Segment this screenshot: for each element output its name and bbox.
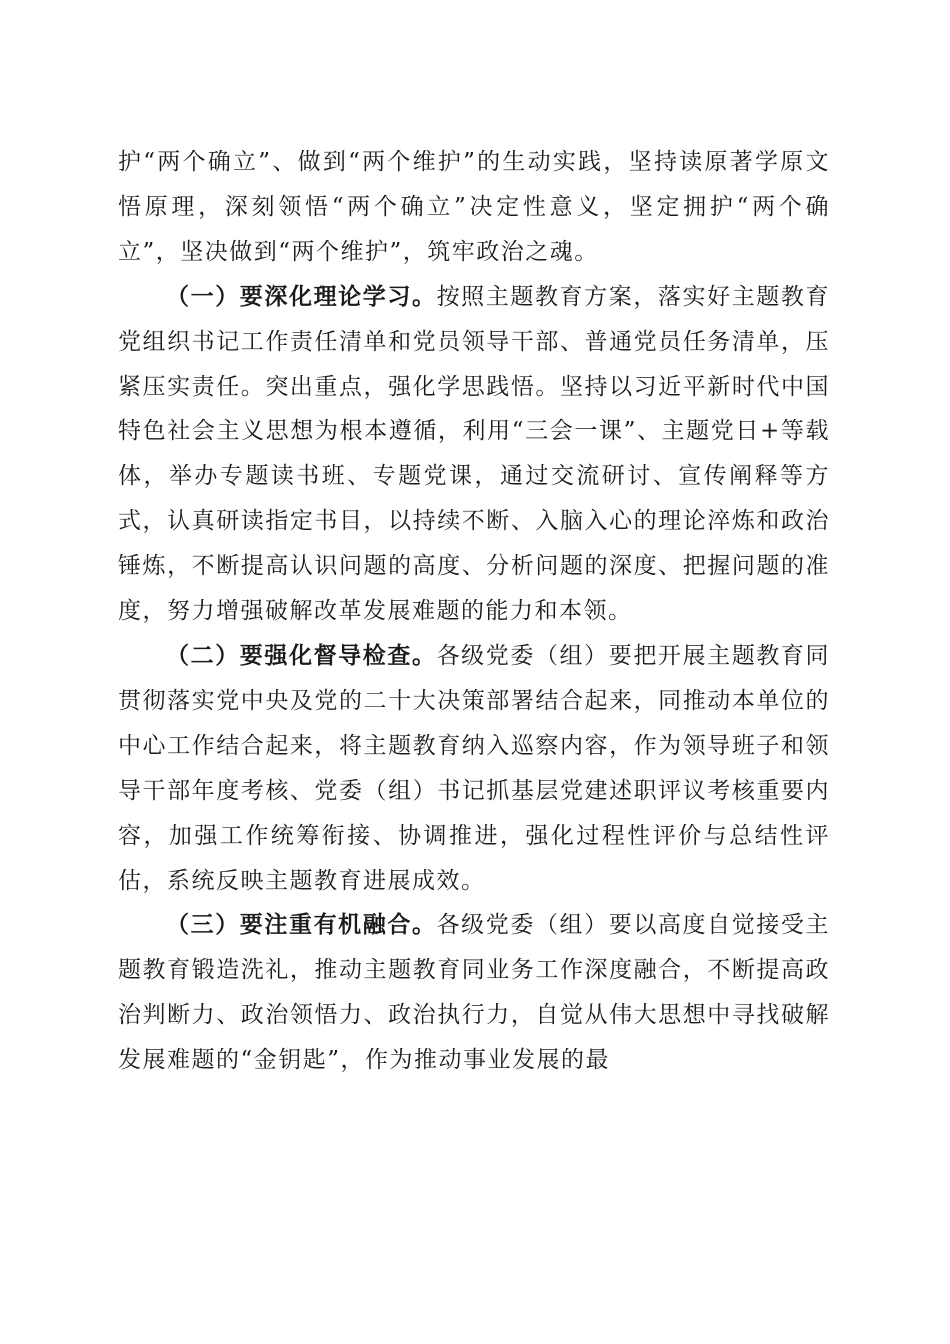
paragraph-continuation bbox=[118, 140, 830, 275]
paragraph-supervision bbox=[118, 634, 830, 903]
paragraph-heading: （三）要注重有机融合。 bbox=[166, 911, 437, 939]
paragraph-body: 各级党委（组）要以高度自觉接受主题教育锻造洗礼，推动主题教育同业务工作深度融合，不断提高政治判断力、政治领悟力、政治执行力，自觉从伟大思想中寻找破解发展难题的“金钥匙”，作为推动事业发展的最 bbox=[118, 912, 831, 1074]
paragraph-integration bbox=[118, 903, 830, 1083]
paragraph-heading: （二）要强化督导检查。 bbox=[166, 641, 437, 669]
document-body bbox=[118, 140, 830, 1083]
paragraph-heading: （一）要深化理论学习。 bbox=[166, 282, 437, 310]
paragraph-theory-study bbox=[118, 275, 830, 634]
paragraph-body: 各级党委（组）要把开展主题教育同贯彻落实党中央及党的二十大决策部署结合起来，同推动本单位的中心工作结合起来，将主题教育纳入巡察内容，作为领导班子和领导干部年度考核、党委（组）书记抓基层党建述职评议考核重要内容，加强工作统筹衔接、协调推进，强化过程性评价与总结性评估，系统反映主题教育进展成效。 bbox=[118, 642, 831, 894]
paragraph-body: 护“两个确立”、做到“两个维护”的生动实践，坚持读原著学原文悟原理，深刻领悟“两个确立”决定性意义，坚定拥护“两个确立”，坚决做到“两个维护”，筑牢政治之魂。 bbox=[118, 149, 830, 265]
paragraph-body: 按照主题教育方案，落实好主题教育党组织书记工作责任清单和党员领导干部、普通党员任务清单，压紧压实责任。突出重点，强化学思践悟。坚持以习近平新时代中国特色社会主义思想为根本遵循，利用“三会一课”、主题党日+等载体，举办专题读书班、专题党课，通过交流研讨、宣传阐释等方式，认真研读指定书目，以持续不断、入脑入心的理论淬炼和政治锤炼，不断提高认识问题的高度、分析问题的深度、把握问题的准度，努力增强破解改革发展难题的能力和本领。 bbox=[118, 283, 831, 625]
